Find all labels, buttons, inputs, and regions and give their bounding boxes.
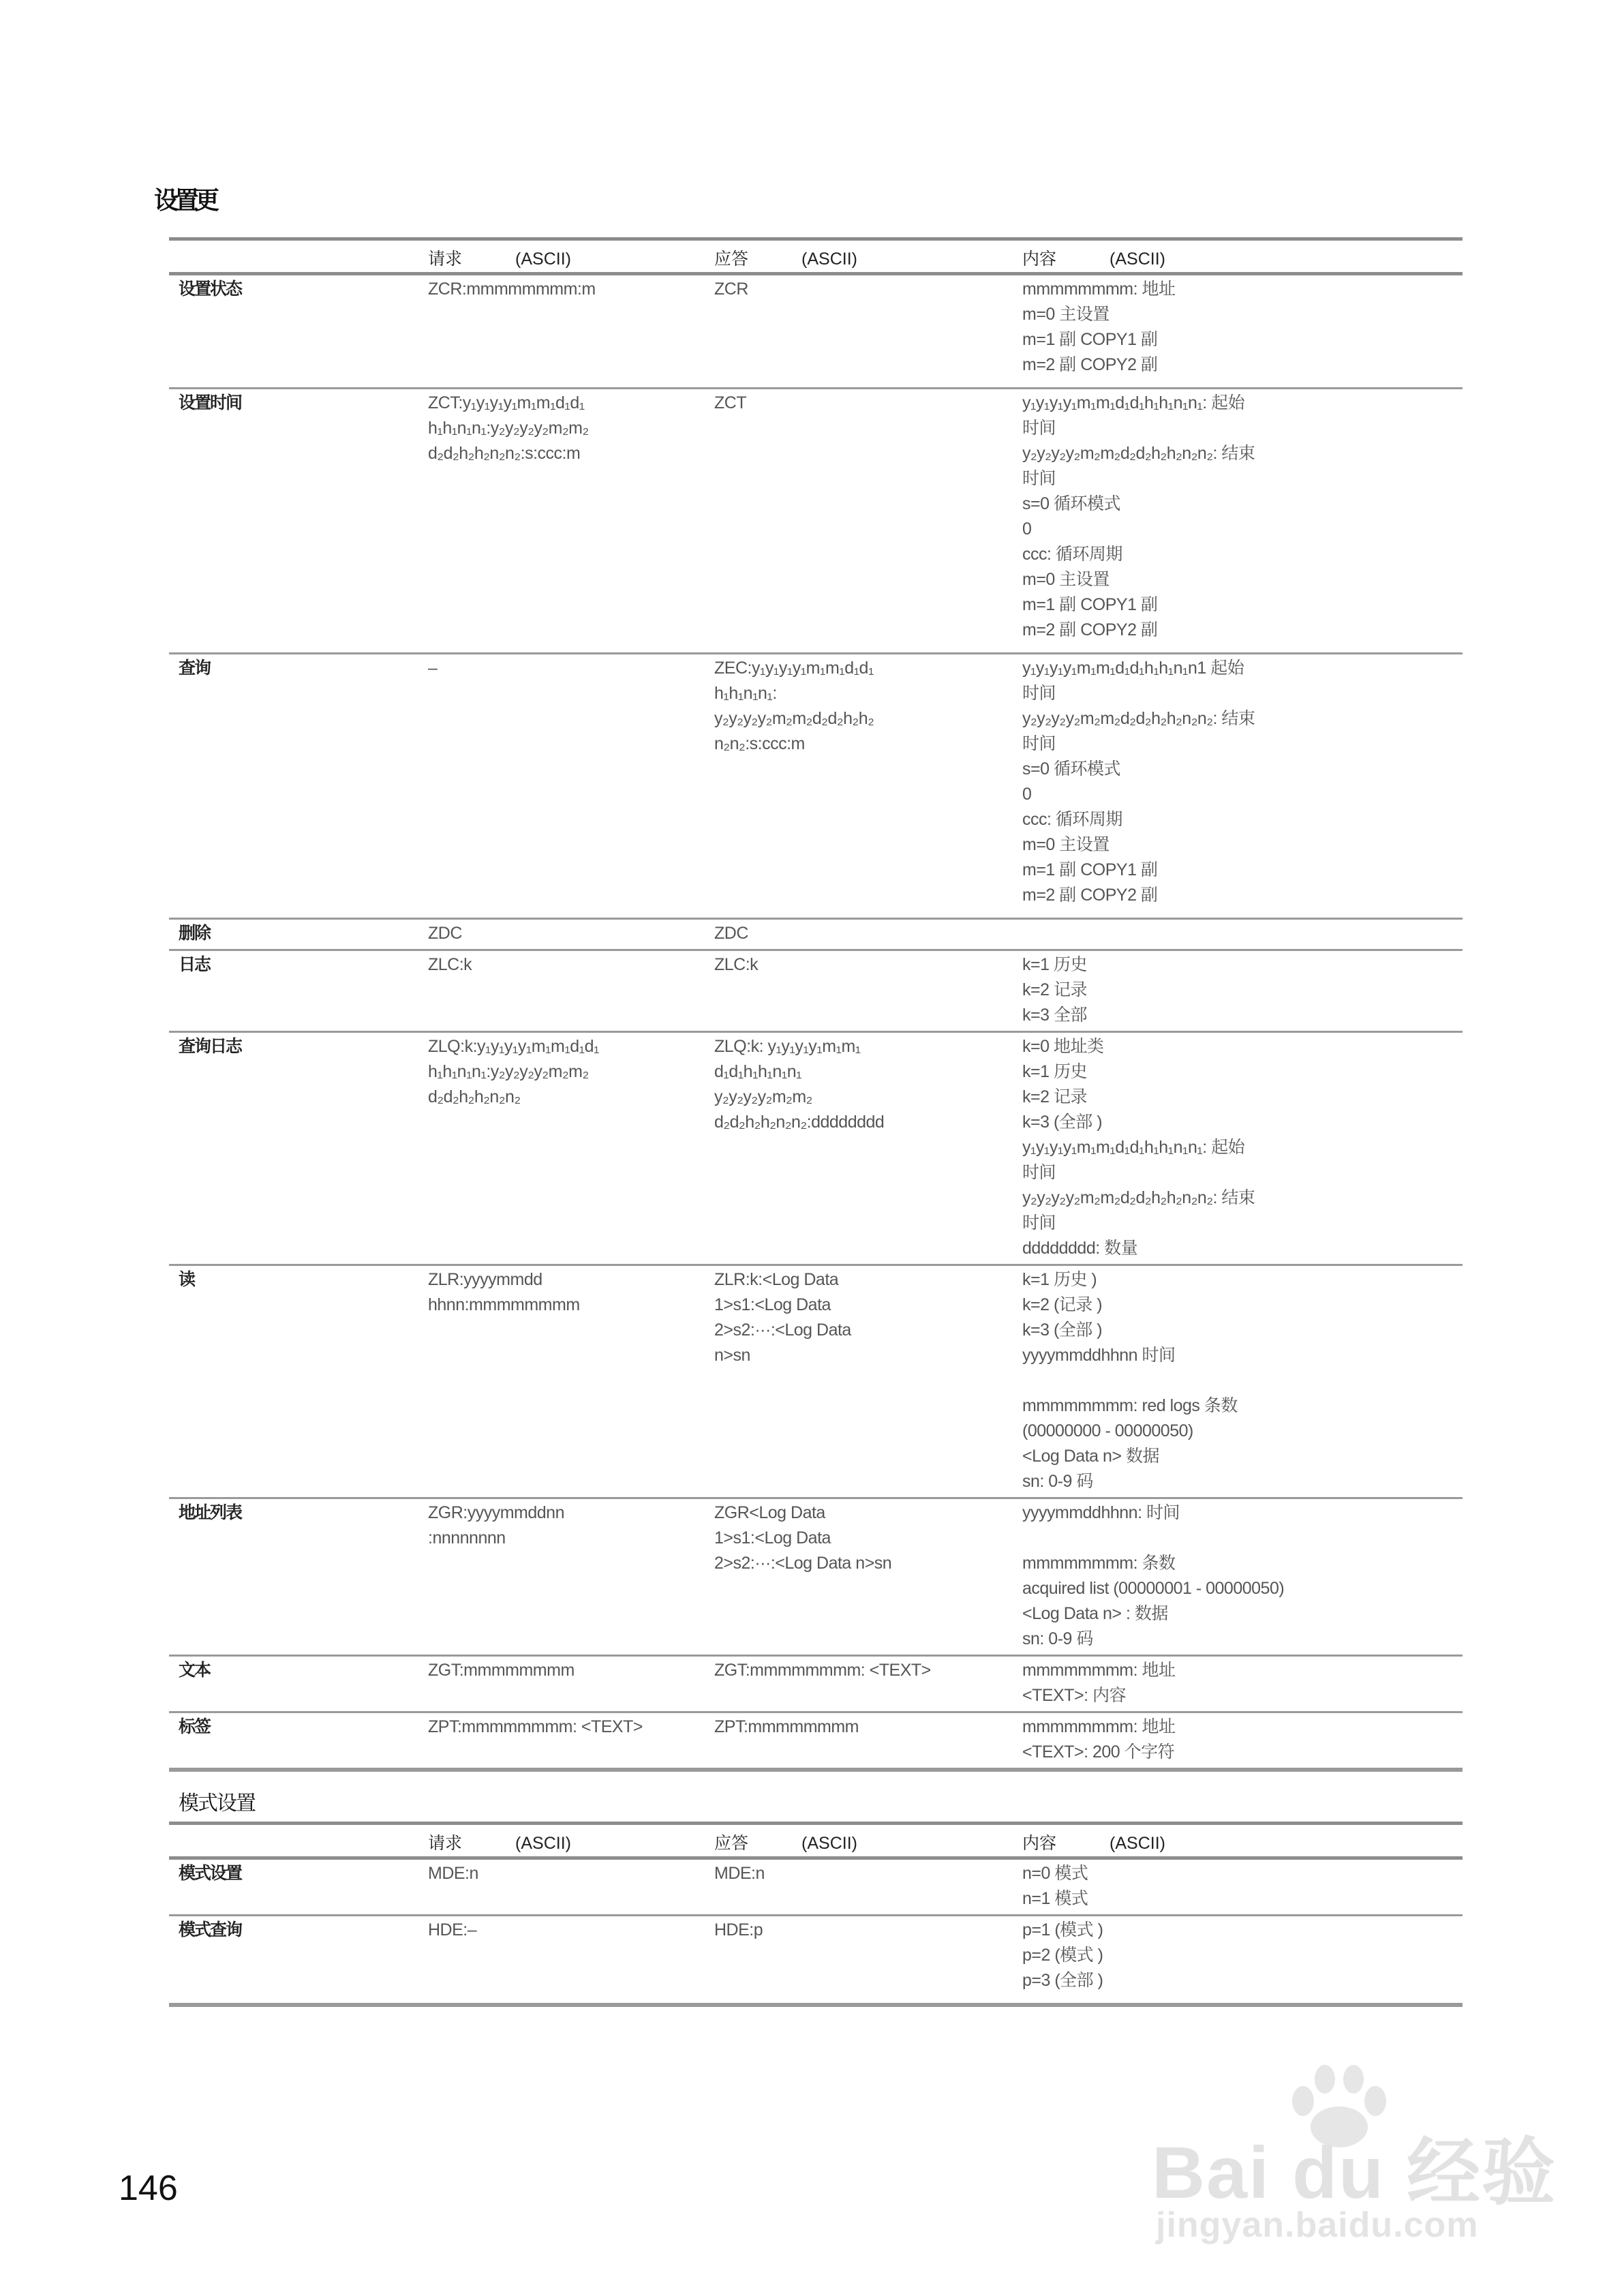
table-row: [169, 1265, 1463, 1498]
cell-request: ZGT:mmmmmmmm: [428, 1661, 575, 1680]
table-row: [169, 1498, 1463, 1656]
table-row: [169, 1032, 1463, 1265]
watermark: [1152, 2059, 1561, 2256]
table-row: [169, 919, 1463, 950]
cell-content: k=1 历史 ) k=2 (记录 ) k=3 (全部 ) yyyymmddhhnn 时间 mmmmmmmm: red logs 条数 (00000000 - 00000050) <Log Data n> 数据 sn: 0-9 码: [1022, 1270, 1238, 1491]
cell-response: HDE:p: [714, 1920, 763, 1939]
cell-request: HDE:–: [428, 1920, 477, 1939]
cell-content: p=1 (模式 ) p=2 (模式 ) p=3 (全部 ): [1022, 1920, 1103, 1990]
header-col-request: 请求 (ASCII): [428, 250, 571, 269]
header-col-response: 应答 (ASCII): [714, 1834, 857, 1853]
page-number: 146: [119, 2169, 178, 2208]
cell-name: 模式设置: [179, 1864, 242, 1883]
page-heading: 设置更: [154, 186, 216, 214]
cell-response: ZEC:y₁y₁y₁y₁m₁m₁d₁d₁ h₁h₁n₁n₁: y₂y₂y₂y₂m₂m₂d₂d₂h₂h₂ n₂n₂:s:ccc:m: [714, 659, 874, 753]
cell-name: 读: [179, 1270, 195, 1289]
table-row: [169, 1916, 1463, 2006]
table-row: [169, 274, 1463, 389]
cell-request: –: [428, 659, 438, 678]
cell-name: 设置时间: [179, 393, 242, 412]
table-row: [169, 654, 1463, 919]
cell-name: 日志: [179, 955, 211, 974]
table-row: [169, 389, 1463, 654]
cell-request: ZDC: [428, 924, 462, 943]
table-row: [169, 1858, 1463, 1916]
cell-content: y₁y₁y₁y₁m₁m₁d₁d₁h₁h₁n₁n1 起始 时间 y₂y₂y₂y₂m₂m₂d₂d₂h₂h₂n₂n₂: 结束 时间 s=0 循环模式 0 ccc: 循环周期 m=0 主设置 m=1 副 COPY1 副 m=2 副 COPY2 副: [1022, 659, 1255, 905]
cell-request: MDE:n: [428, 1864, 478, 1883]
header-col-content: 内容 (ASCII): [1022, 250, 1165, 269]
cell-content: k=0 地址类 k=1 历史 k=2 记录 k=3 (全部 ) y₁y₁y₁y₁m₁m₁d₁d₁h₁h₁n₁n₁: 起始 时间 y₂y₂y₂y₂m₂m₂d₂d₂h₂h₂n₂n₂: 结束 时间 dddddddd: 数量: [1022, 1037, 1255, 1258]
cell-request: ZLQ:k:y₁y₁y₁y₁m₁m₁d₁d₁ h₁h₁n₁n₁:y₂y₂y₂y₂m₂m₂ d₂d₂h₂h₂n₂n₂: [428, 1037, 599, 1106]
section-subheading: 模式设置: [179, 1792, 255, 1815]
cell-response: ZGR<Log Data 1>s1:<Log Data 2>s2:···:<Log Data n>sn: [714, 1503, 892, 1573]
table-header-row: [169, 1824, 1463, 1858]
header-col-name: [169, 239, 418, 274]
cell-request: ZLC:k: [428, 955, 472, 974]
watermark-url: jingyan.baidu.com: [1156, 2205, 1479, 2245]
cell-name: 文本: [179, 1661, 211, 1680]
cell-name: 标签: [179, 1717, 211, 1736]
header-col-name: [169, 1824, 418, 1858]
cell-request: ZLR:yyyymmdd hhnn:mmmmmmmm: [428, 1270, 580, 1314]
cell-name: 删除: [179, 924, 211, 943]
cell-content: mmmmmmmm: 地址 <TEXT>: 200 个字符: [1022, 1717, 1176, 1762]
cell-name: 查询日志: [179, 1037, 242, 1056]
table-row: [169, 950, 1463, 1032]
cell-name: 查询: [179, 659, 211, 678]
cell-content: mmmmmmmm: 地址 <TEXT>: 内容: [1022, 1661, 1176, 1705]
cell-content: yyyymmddhhnn: 时间 mmmmmmmm: 条数 acquired list (00000001 - 00000050) <Log Data n> : 数据 sn: 0-9 码: [1022, 1503, 1285, 1648]
cell-content: n=0 模式 n=1 模式: [1022, 1864, 1088, 1908]
table-row: [169, 1656, 1463, 1712]
cell-content: mmmmmmmm: 地址 m=0 主设置 m=1 副 COPY1 副 m=2 副 COPY2 副: [1022, 280, 1176, 374]
mode-command-table: [169, 1822, 1463, 2007]
cell-response: ZGT:mmmmmmmm: <TEXT>: [714, 1661, 931, 1680]
cell-response: MDE:n: [714, 1864, 765, 1883]
cell-content: k=1 历史 k=2 记录 k=3 全部: [1022, 955, 1087, 1025]
cell-request: ZCR:mmmmmmmm:m: [428, 280, 596, 299]
cell-request: ZCT:y₁y₁y₁y₁m₁m₁d₁d₁ h₁h₁n₁n₁:y₂y₂y₂y₂m₂m₂ d₂d₂h₂h₂n₂n₂:s:ccc:m: [428, 393, 589, 463]
header-col-response: 应答 (ASCII): [714, 250, 857, 269]
cell-request: ZPT:mmmmmmmm: <TEXT>: [428, 1717, 643, 1736]
cell-response: ZLR:k:<Log Data 1>s1:<Log Data 2>s2:···:<Log Data n>sn: [714, 1270, 851, 1365]
cell-response: ZLQ:k: y₁y₁y₁y₁m₁m₁ d₁d₁h₁h₁n₁n₁ y₂y₂y₂y₂m₂m₂ d₂d₂h₂h₂n₂n₂:dddddddd: [714, 1037, 885, 1132]
cell-response: ZCR: [714, 280, 748, 299]
header-col-request: 请求 (ASCII): [428, 1834, 571, 1853]
cell-response: ZCT: [714, 393, 747, 412]
cell-request: ZGR:yyyymmddnn :nnnnnnnn: [428, 1503, 564, 1547]
cell-response: ZPT:mmmmmmmm: [714, 1717, 859, 1736]
cell-response: ZDC: [714, 924, 748, 943]
settings-command-table: [169, 237, 1463, 1772]
cell-response: ZLC:k: [714, 955, 759, 974]
cell-name: 地址列表: [179, 1503, 242, 1522]
cell-content: [1013, 919, 1463, 950]
cell-name: 设置状态: [179, 280, 242, 299]
cell-content: y₁y₁y₁y₁m₁m₁d₁d₁h₁h₁n₁n₁: 起始 时间 y₂y₂y₂y₂m₂m₂d₂d₂h₂h₂n₂n₂: 结束 时间 s=0 循环模式 0 ccc: 循环周期 m=0 主设置 m=1 副 COPY1 副 m=2 副 COPY2 副: [1022, 393, 1255, 639]
header-col-content: 内容 (ASCII): [1022, 1834, 1165, 1853]
cell-name: 模式查询: [179, 1920, 242, 1939]
watermark-brand: Bai du 经验: [1152, 2131, 1557, 2214]
table-header-row: [169, 239, 1463, 274]
table-row: [169, 1712, 1463, 1770]
